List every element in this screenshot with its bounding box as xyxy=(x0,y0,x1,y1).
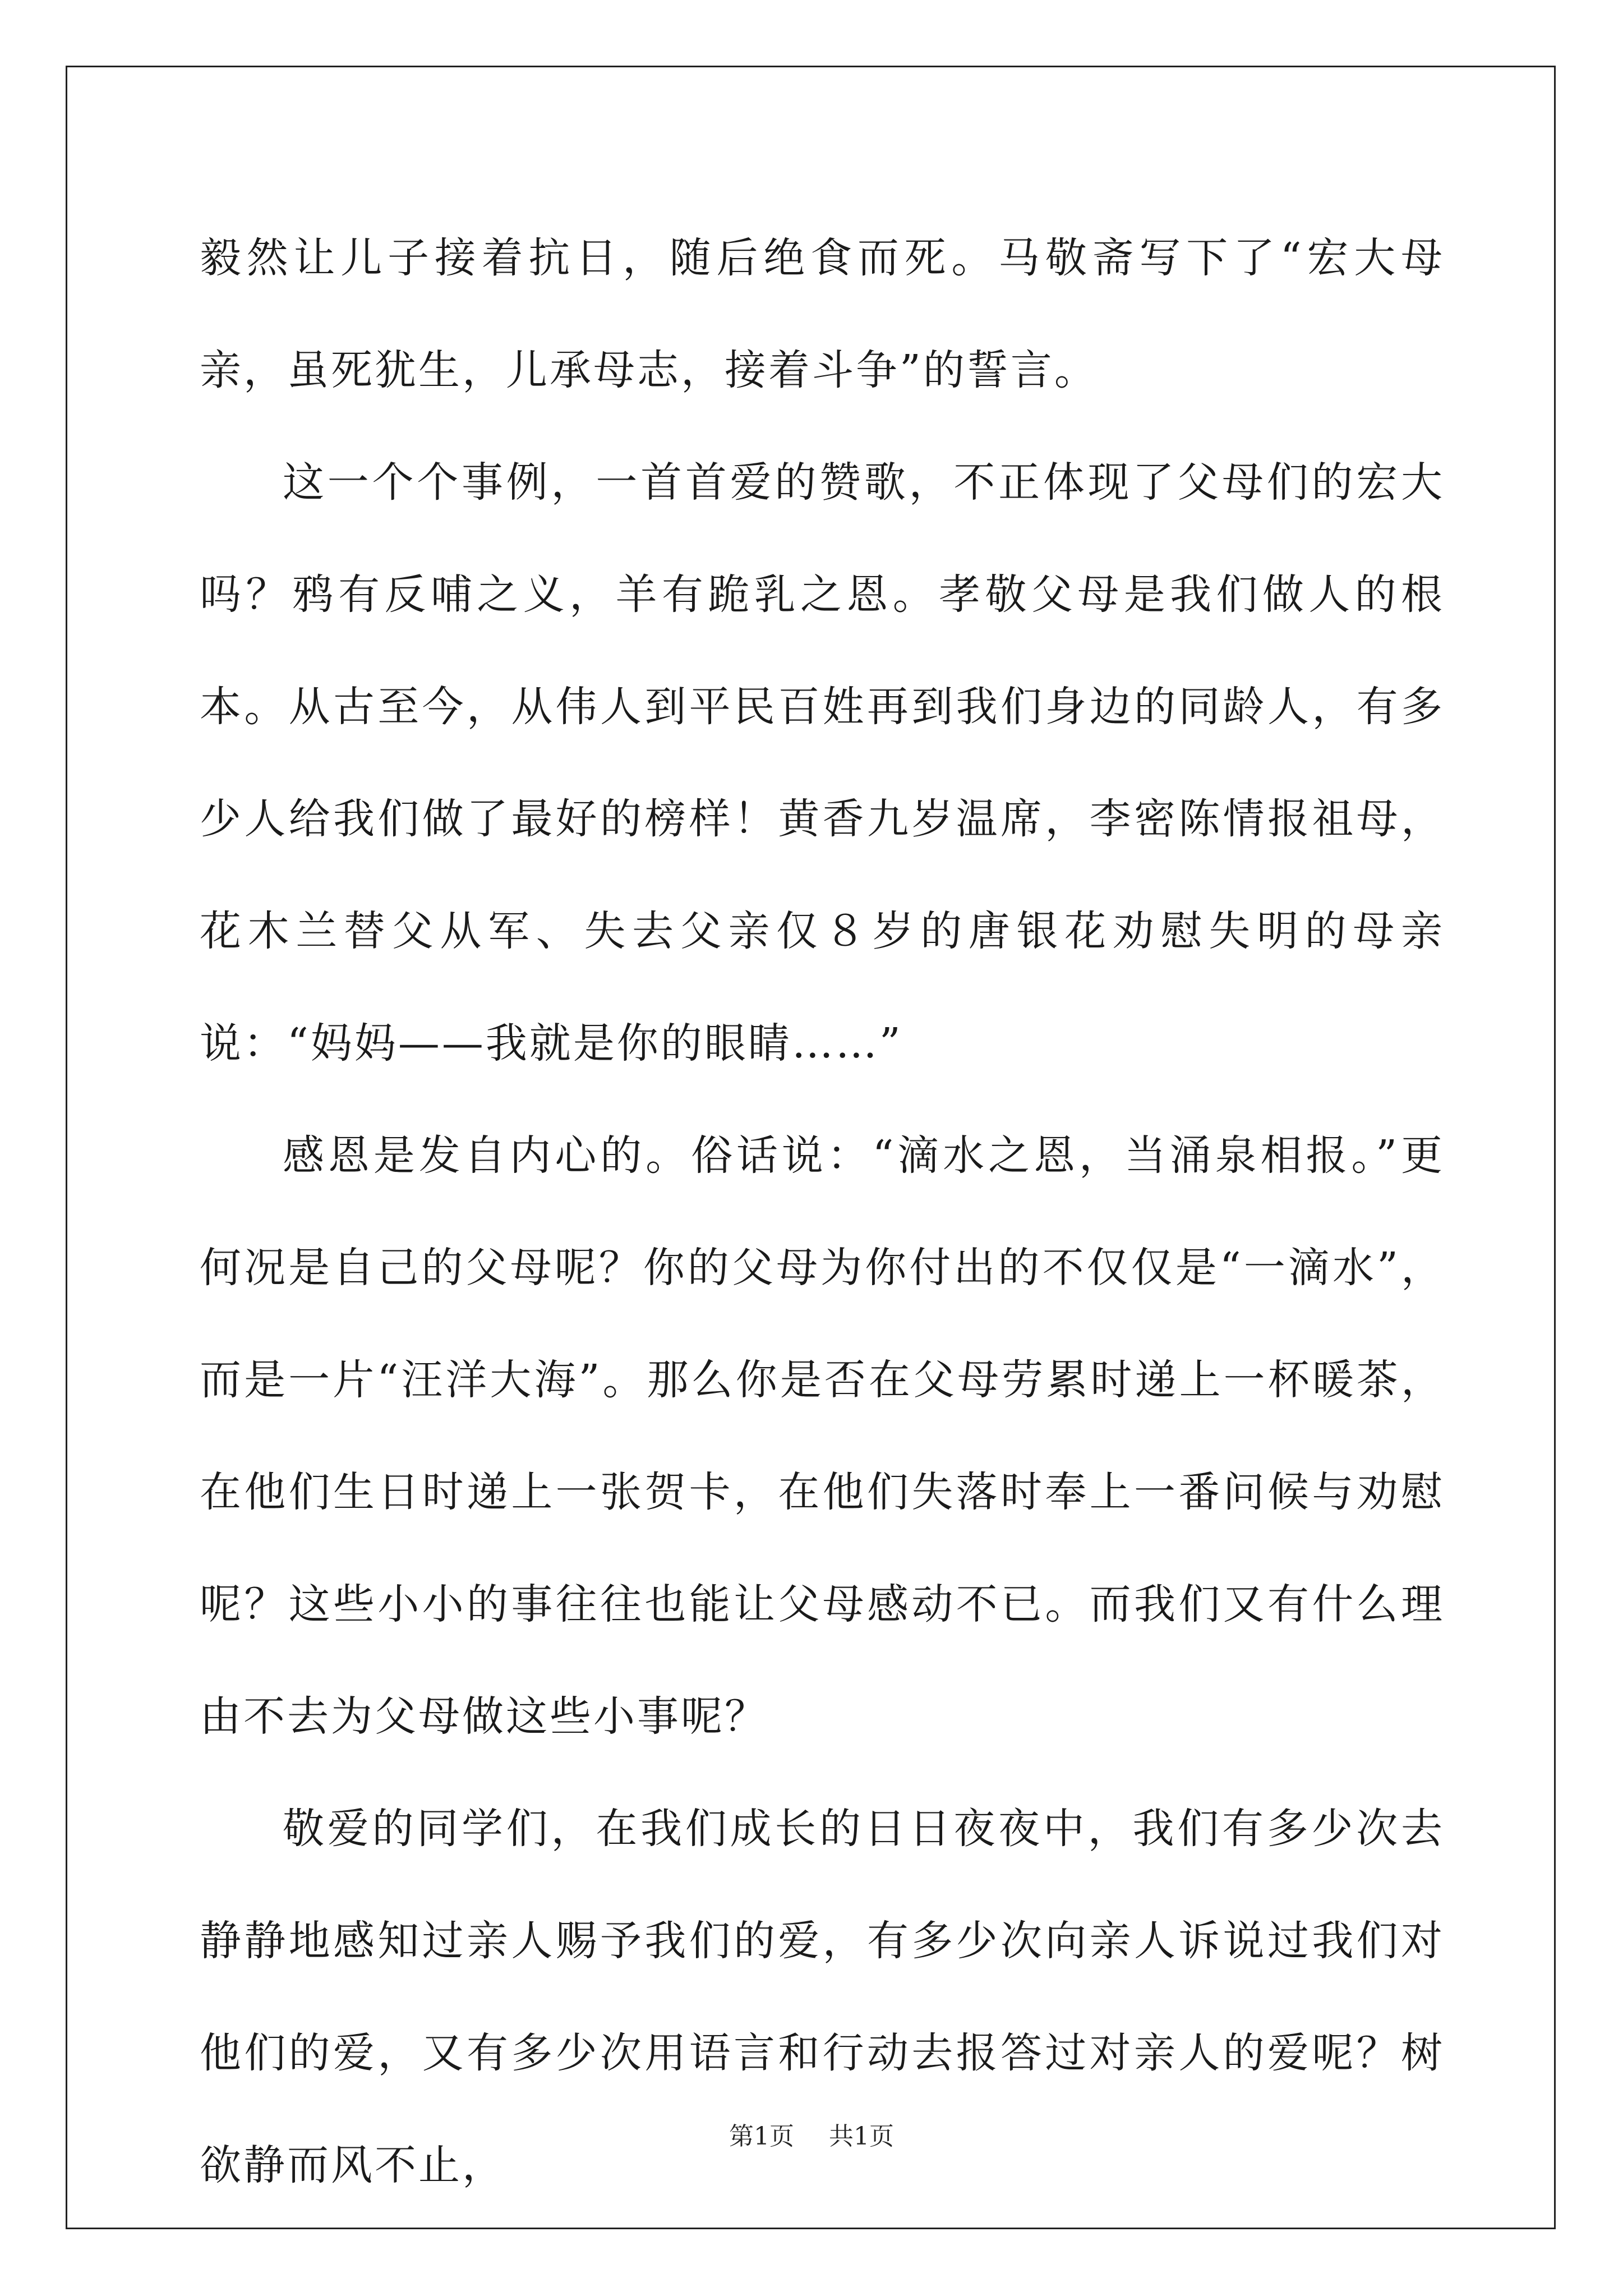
paragraph-3: 感恩是发自内心的。俗话说：“滴水之恩，当涌泉相报。”更何况是自己的父母呢？你的父母为你付出的不仅仅是“一滴水”，而是一片“汪洋大海”。那么你是否在父母劳累时递上一杯暖茶，在他们生日时递上一张贺卡，在他们失落时奉上一番问候与劝慰呢？这些小小的事往往也能让父母感动不已。而我们又有什么理由不去为父母做这些小事呢？ xyxy=(200,1131,1445,1741)
paragraph-1: 毅然让儿子接着抗日，随后绝食而死。马敬斋写下了“宏大母亲，虽死犹生，儿承母志，接着斗争”的誓言。 xyxy=(200,234,1445,394)
page-footer xyxy=(0,2116,1623,2152)
document-body xyxy=(200,202,1445,2221)
page-total: 共1页 xyxy=(829,2122,894,2151)
paragraph-4: 敬爱的同学们，在我们成长的日日夜夜中，我们有多少次去静静地感知过亲人赐予我们的爱，有多少次向亲人诉说过我们对他们的爱，又有多少次用语言和行动去报答过对亲人的爱呢？树欲静而风不止， xyxy=(200,1805,1445,2189)
paragraph-2: 这一个个事例，一首首爱的赞歌，不正体现了父母们的宏大吗？鸦有反哺之义，羊有跪乳之恩。孝敬父母是我们做人的根本。从古至今，从伟人到平民百姓再到我们身边的同龄人，有多少人给我们做了最好的榜样！黄香九岁温席，李密陈情报祖母，花木兰替父从军、失去父亲仅８岁的唐银花劝慰失明的母亲说：“妈妈——我就是你的眼睛……” xyxy=(200,458,1445,1068)
page-number: 第1页 xyxy=(729,2122,794,2151)
